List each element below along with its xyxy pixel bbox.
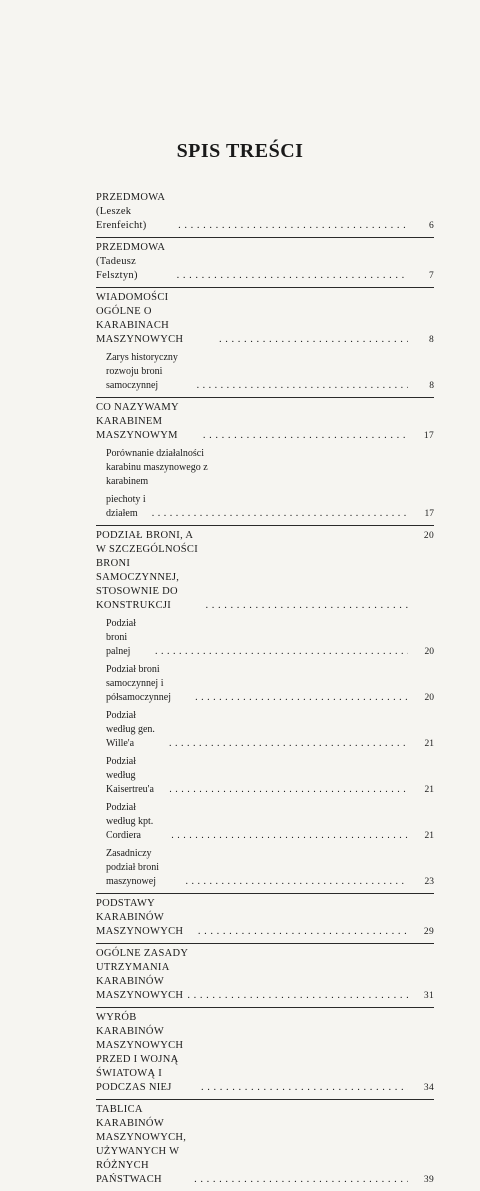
dot-leader [187, 989, 408, 1003]
toc-page-number: 29 [423, 927, 434, 937]
toc-entry[interactable] [96, 1011, 434, 1053]
toc-entry[interactable] [96, 1145, 434, 1187]
toc-entry-title: CO NAZYWAMY KARABINEM MASZYNOWYM [96, 402, 179, 441]
toc-subentry[interactable] [96, 447, 434, 489]
toc-entry[interactable] [96, 947, 434, 989]
toc-entry-title: piechoty i działem [106, 494, 146, 519]
page-title: SPIS TREŚCI [176, 140, 304, 162]
toc-entry[interactable] [96, 291, 434, 347]
toc-section [96, 1100, 434, 1191]
toc-page-number: 21 [424, 785, 434, 795]
dot-leader [195, 691, 408, 705]
toc-entry[interactable] [96, 1053, 434, 1095]
toc-entry[interactable] [96, 1103, 434, 1145]
toc-entry-title: Podział broni palnej [106, 618, 136, 657]
dot-leader [169, 737, 408, 751]
toc-section [96, 944, 434, 1008]
toc-entry-title: Porównanie działalności karabinu maszynowego z karabinem [106, 448, 208, 487]
toc-entry[interactable] [96, 401, 434, 443]
toc-subentry[interactable] [96, 847, 434, 889]
toc-subentry[interactable] [96, 663, 434, 705]
toc-entry-title: PRZEDMOWA (Leszek Erenfeicht) [96, 192, 165, 231]
toc-section [96, 526, 434, 894]
toc-section [96, 1008, 434, 1100]
toc-entry-title: Podział według gen. Wille'a [106, 710, 155, 749]
toc-subentry[interactable] [96, 351, 434, 393]
toc-entry-title: Podział według Kaisertreu'a [106, 756, 154, 795]
toc-entry-title: Podział broni samoczynnej i półsamoczynnej [106, 664, 171, 703]
toc-entry-title: Podział według kpt. Cordiera [106, 802, 154, 841]
toc-entry[interactable] [96, 897, 434, 939]
toc-page-number: 7 [428, 271, 434, 281]
toc-section [96, 238, 434, 288]
toc-entry-title: PODSTAWY KARABINÓW MASZYNOWYCH [96, 898, 184, 937]
toc-page-number: 20 [424, 693, 434, 703]
toc-subentry[interactable] [96, 709, 434, 751]
toc-page-number: 6 [428, 221, 434, 231]
toc-entry-title: UŻYWANYCH W RÓŻNYCH PAŃSTWACH [96, 1146, 180, 1185]
toc-entry-title: OGÓLNE ZASADY UTRZYMANIA KARABINÓW [96, 948, 188, 987]
toc-page-number: 39 [423, 1175, 434, 1185]
dot-leader [206, 599, 408, 613]
toc-page-number: 34 [423, 1083, 434, 1093]
dot-leader [169, 783, 408, 797]
toc-entry-title: PODZIAŁ BRONI, A W SZCZEGÓLNOŚCI BRONI [96, 530, 199, 569]
dot-leader [203, 429, 408, 443]
dot-leader [152, 507, 408, 521]
toc-subentry[interactable] [96, 493, 434, 521]
toc-page-number: 8 [428, 335, 434, 345]
toc-page-number: 21 [424, 739, 434, 749]
dot-leader [201, 1081, 408, 1095]
dot-leader [219, 333, 408, 347]
dot-leader [194, 1173, 408, 1187]
toc-entry-title: Zasadniczy podział broni maszynowej [106, 848, 160, 887]
dot-leader [198, 925, 408, 939]
toc-page-number: 23 [424, 877, 434, 887]
toc-entry-title: TABLICA KARABINÓW MASZYNOWYCH, [96, 1104, 187, 1143]
toc-entry[interactable] [96, 241, 434, 283]
dot-leader [177, 269, 408, 283]
toc-subentry[interactable] [96, 755, 434, 797]
toc-page-number: 20 [424, 647, 434, 657]
dot-leader [155, 645, 408, 659]
toc-entry[interactable] [96, 191, 434, 233]
dot-leader [171, 829, 408, 843]
toc-entry-title: MASZYNOWYCH [96, 990, 184, 1001]
toc-subentry[interactable] [96, 617, 434, 659]
toc-entry-title: PRZEDMOWA (Tadeusz Felsztyn) [96, 242, 165, 281]
toc-page-number: 17 [423, 431, 434, 441]
toc-page-number: 17 [424, 509, 434, 519]
toc-entry[interactable] [96, 571, 434, 613]
toc-section [96, 398, 434, 526]
toc-entry[interactable] [96, 529, 434, 571]
toc-entry-title: SAMOCZYNNEJ, STOSOWNIE DO KONSTRUKCJI [96, 572, 180, 611]
dot-leader [185, 875, 408, 889]
dot-leader [197, 379, 408, 393]
toc-entry-title: WYRÓB KARABINÓW MASZYNOWYCH [96, 1012, 184, 1051]
toc-section [96, 188, 434, 238]
toc-section [96, 288, 434, 398]
toc-page-number: 31 [423, 991, 434, 1001]
toc-entry[interactable] [96, 989, 434, 1003]
toc-entry-title: Zarys historyczny rozwoju broni samoczynnej [106, 352, 178, 391]
dot-leader [178, 219, 408, 233]
table-of-contents [96, 188, 434, 1191]
toc-page-number: 20 [423, 531, 434, 541]
toc-page-number: 8 [429, 381, 434, 391]
toc-entry-title: PRZED I WOJNĄ ŚWIATOWĄ I PODCZAS NIEJ [96, 1054, 179, 1093]
toc-section [96, 894, 434, 944]
toc-subentry[interactable] [96, 801, 434, 843]
toc-entry-title: WIADOMOŚCI OGÓLNE O KARABINACH MASZYNOWYCH [96, 292, 184, 345]
toc-page-number: 21 [424, 831, 434, 841]
